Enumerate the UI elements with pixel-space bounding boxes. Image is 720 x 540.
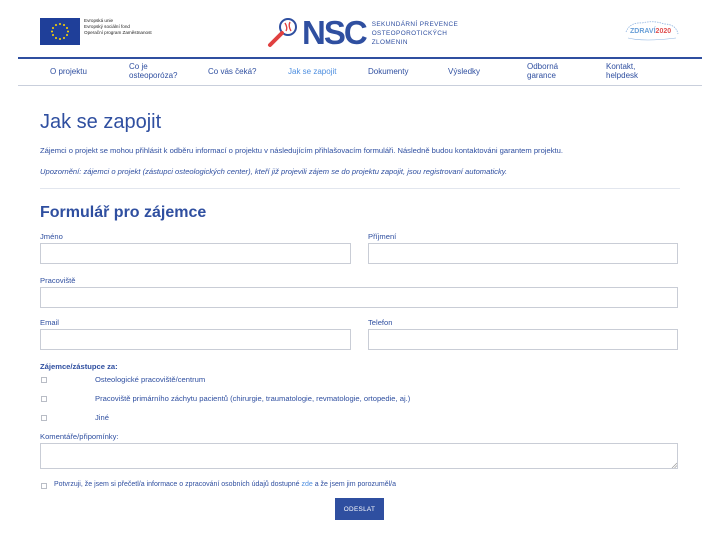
notice-text: Upozornění: zájemci o projekt (zástupci osteologických center), kteří již projevili zájem se do projektu zapojit, jsou registrovaní automaticky. bbox=[40, 167, 508, 176]
eu-logo[interactable] bbox=[40, 18, 194, 45]
eu-flag-icon bbox=[40, 18, 80, 45]
checkbox-primary-care[interactable] bbox=[41, 396, 47, 402]
option-primary-care-label: Pracoviště primárního záchytu pacientů (chirurgie, traumatologie, revmatologie, ortopedie, aj.) bbox=[95, 394, 411, 403]
page-title: Jak se zapojit bbox=[40, 111, 162, 133]
checkbox-consent[interactable] bbox=[41, 483, 47, 489]
magnifier-bone-icon bbox=[266, 16, 300, 50]
nav-bottom-border bbox=[18, 85, 702, 86]
intro-text: Zájemci o projekt se mohou přihlásit k odběru informací o projektu v následujícím přihlašovacím formuláři. Následně budou kontaktováni garantem projektu. bbox=[40, 146, 563, 155]
representative-label: Zájemce/zástupce za: bbox=[40, 362, 118, 371]
eu-text-line: Evropský sociální fond bbox=[84, 24, 130, 29]
option-osteology-center-label: Osteologické pracoviště/centrum bbox=[95, 375, 206, 384]
email-label: Email bbox=[40, 318, 59, 327]
nav-item-kontakt-helpdesk[interactable]: Kontakt, helpdesk bbox=[606, 62, 639, 80]
last-name-input[interactable] bbox=[368, 243, 678, 264]
workplace-input[interactable] bbox=[40, 287, 678, 308]
main-nav bbox=[18, 59, 702, 85]
zdravi-2020-logo[interactable] bbox=[624, 20, 680, 42]
option-other-label: Jiné bbox=[95, 413, 109, 422]
eu-text-line: Evropská unie bbox=[84, 18, 114, 23]
consent-text-after: a že jsem jim porozuměl/a bbox=[312, 481, 397, 488]
consent-link[interactable]: zde bbox=[301, 481, 313, 488]
nav-item-co-vas-ceka[interactable]: Co vás čeká? bbox=[208, 67, 257, 76]
zdravi-text bbox=[630, 28, 671, 35]
consent-text-before: Potvrzuji, že jsem si přečetl/a informace o zpracování osobních údajů dostupné bbox=[54, 481, 302, 488]
nav-item-odborna-garance[interactable]: Odborná garance bbox=[527, 62, 559, 80]
nav-item-dokumenty[interactable]: Dokumenty bbox=[368, 67, 409, 76]
nsc-wordmark: NSC bbox=[302, 14, 366, 51]
nsc-subtitle bbox=[372, 20, 458, 47]
workplace-label: Pracoviště bbox=[40, 276, 76, 285]
nav-item-o-projektu[interactable]: O projektu bbox=[50, 67, 87, 76]
section-divider bbox=[40, 188, 680, 189]
comments-textarea[interactable] bbox=[40, 443, 678, 469]
first-name-label: Jméno bbox=[40, 232, 63, 241]
email-input[interactable] bbox=[40, 329, 351, 350]
checkbox-other[interactable] bbox=[41, 415, 47, 421]
phone-label: Telefon bbox=[368, 318, 393, 327]
nav-item-co-je-osteoporoza[interactable]: Co je osteoporóza? bbox=[129, 62, 178, 80]
zdravi-year: 2020 bbox=[655, 28, 672, 35]
submit-button[interactable]: ODESLAT bbox=[335, 498, 384, 520]
phone-input[interactable] bbox=[368, 329, 678, 350]
nsc-subtitle-line: SEKUNDÁRNÍ PREVENCE bbox=[371, 20, 459, 28]
first-name-input[interactable] bbox=[40, 243, 351, 264]
last-name-label: Příjmení bbox=[368, 232, 397, 241]
site-header bbox=[0, 0, 720, 58]
eu-text-line: Operační program Zaměstnanost bbox=[84, 30, 152, 35]
consent-text bbox=[54, 481, 396, 488]
resize-grip-icon[interactable] bbox=[671, 462, 677, 468]
eu-logo-text bbox=[84, 18, 194, 36]
zdravi-label: ZDRAVÍ bbox=[630, 28, 656, 35]
nav-item-jak-se-zapojit[interactable]: Jak se zapojit bbox=[288, 67, 337, 76]
comments-label: Komentáře/připomínky: bbox=[40, 432, 119, 441]
form-title: Formulář pro zájemce bbox=[40, 204, 207, 221]
nsc-logo[interactable] bbox=[266, 14, 458, 52]
nav-item-vysledky[interactable]: Výsledky bbox=[448, 67, 481, 76]
checkbox-osteology-center[interactable] bbox=[41, 377, 47, 383]
nsc-subtitle-line: ZLOMENIN bbox=[371, 38, 408, 46]
nsc-subtitle-line: OSTEOPOROTICKÝCH bbox=[371, 29, 448, 37]
